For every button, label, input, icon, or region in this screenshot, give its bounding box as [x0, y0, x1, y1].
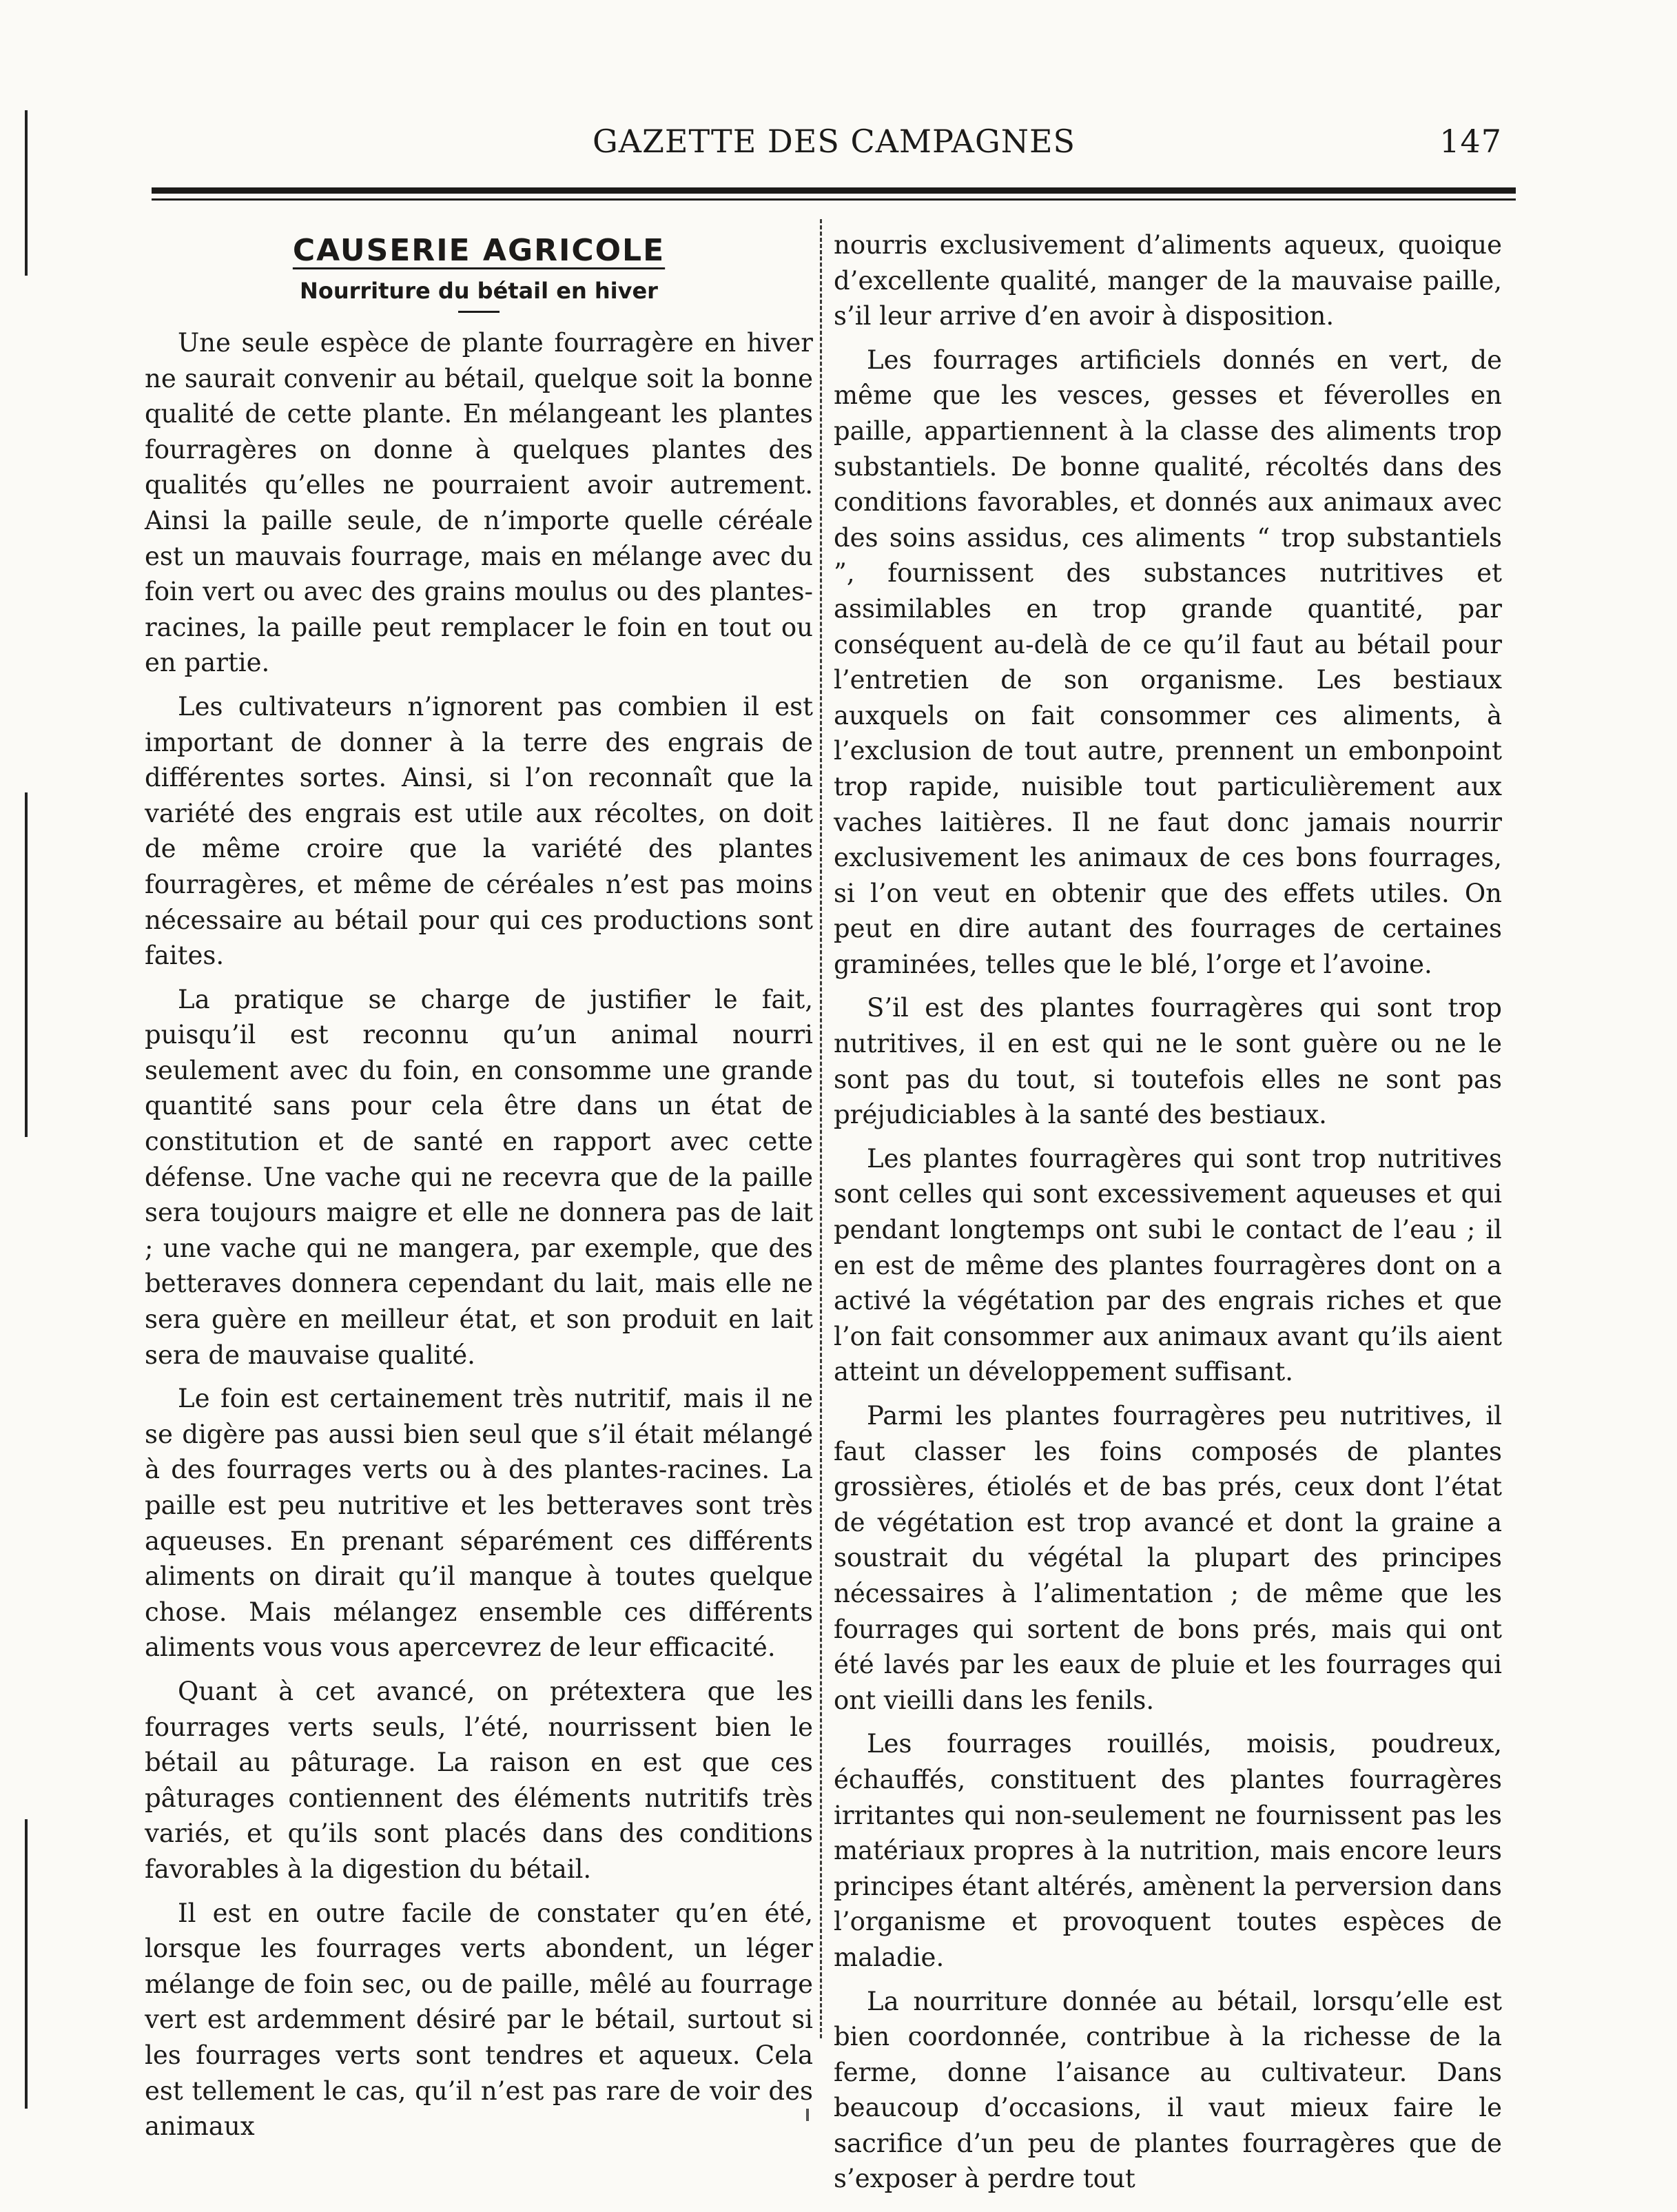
page-number: 147	[1439, 123, 1502, 160]
paragraph-continued: nourris exclusivement d’aliments aqueux, quoique d’excellente qualité, manger de la mauvaise paille, s’il leur arrive d’en avoir à disposition.	[834, 230, 1502, 331]
article-title: CAUSERIE AGRICOLE	[292, 233, 666, 268]
header-rule-thin	[152, 198, 1516, 201]
scan-edge-mark	[25, 110, 28, 276]
title-separator	[458, 311, 500, 313]
paragraph: S’il est des plantes fourragères qui sont trop nutritives, il en est qui ne le sont guère ou ne le sont pas du tout, si toutefois elles ne sont pas préjudiciables à la santé des bestiaux.	[834, 993, 1502, 1130]
paragraph: Les fourrages artificiels donnés en vert, de même que les vesces, gesses et féverolles en paille, appartiennent à la classe des aliments trop substantiels. De bonne qualité, récoltés dans des conditions favorables, et donnés aux animaux avec des soins assidus, ces aliments “ trop substantiels ”, fournissent des substances nutritives et assimilables en trop grande quantité, par conséquent au-delà de ce qu’il faut au bétail pour l’entretien de son organisme. Les bestiaux auxquels on fait consommer ces aliments, à l’exclusion de tout autre, prennent un embonpoint trop rapide, nuisible tout particulièrement aux vaches laitières. Il ne faut donc jamais nourrir exclusivement les animaux de ces bons fourrages, si l’on veut en obtenir que des effets utiles. On peut en dire autant des fourrages de certaines graminées, telles que le blé, l’orge et l’avoine.	[834, 345, 1502, 979]
left-column	[145, 227, 813, 2153]
paragraph: Les fourrages rouillés, moisis, poudreux, échauffés, constituent des plantes fourragères irritantes qui non-seulement ne fournissent pas les matériaux propres à la nutrition, mais encore leurs principes étant altérés, amènent la perversion dans l’organisme et provoquent toutes espèces de maladie.	[834, 1729, 1502, 1972]
paragraph: La pratique se charge de justifier le fait, puisqu’il est reconnu qu’un animal nourri seulement avec du foin, en consomme une grande quantité sans pour cela être dans un état de constitution et de santé en rapport avec cette défense. Une vache qui ne recevra que de la paille sera toujours maigre et elle ne donnera pas de lait ; une vache qui ne mangera, par exemple, que des betteraves donnera cependant du lait, mais elle ne sera guère en meilleur état, et son produit en lait sera de mauvaise qualité.	[145, 984, 813, 1370]
column-divider	[820, 219, 822, 2038]
scan-edge-mark	[25, 1819, 28, 2109]
article-subtitle: Nourriture du bétail en hiver	[300, 278, 658, 304]
right-column	[834, 227, 1502, 2205]
paragraph: Les plantes fourragères qui sont trop nutritives sont celles qui sont excessivement aqueuses et qui pendant longtemps ont subi le contact de l’eau ; il en est de même des plantes fourragères dont on a activé la végétation par des engrais riches et que l’on fait consommer aux animaux avant qu’ils aient atteint un développement suffisant.	[834, 1143, 1502, 1387]
paragraph: La nourriture donnée au bétail, lorsqu’elle est bien coordonnée, contribue à la richesse de la ferme, donne l’aisance au cultivateur. Dans beaucoup d’occasions, il vaut mieux faire le sacrifice d’un peu de plantes fourragères que de s’exposer à perdre tout	[834, 1986, 1502, 2194]
publication-title: GAZETTE DES CAMPAGNES	[593, 123, 1076, 160]
paragraph: Les cultivateurs n’ignorent pas combien il est important de donner à la terre des engrais de différentes sortes. Ainsi, si l’on reconnaît que la variété des engrais est utile aux récoltes, on doit de même croire que la variété des plantes fourragères, et même de céréales n’est pas moins nécessaire au bétail pour qui ces productions sont faites.	[145, 691, 813, 971]
paragraph: Il est en outre facile de constater qu’en été, lorsque les fourrages verts abondent, un léger mélange de foin sec, ou de paille, mêlé au fourrage vert est ardemment désiré par le bétail, surtout si les fourrages verts sont tendres et aqueux. Cela est tellement le cas, qu’il n’est pas rare de voir des animaux	[145, 1898, 813, 2142]
running-header	[593, 123, 1557, 171]
scan-edge-mark	[25, 792, 28, 1137]
footer-mark	[806, 2109, 809, 2121]
paragraph: Une seule espèce de plante fourragère en hiver ne saurait convenir au bétail, quelque soit la bonne qualité de cette plante. En mélangeant les plantes fourragères on donne à quelques plantes des qualités qu’elles ne pourraient avoir autrement. Ainsi la paille seule, de n’importe quelle céréale est un mauvais fourrage, mais en mélange avec du foin vert ou avec des grains moulus ou des plantes-racines, la paille peut remplacer le foin en tout ou en partie.	[145, 328, 813, 678]
header-rule-thick	[152, 187, 1516, 194]
paragraph: Parmi les plantes fourragères peu nutritives, il faut classer les foins composés de plantes grossières, étiolés et de bas prés, ceux dont l’état de végétation est trop avancé et dont la graine a soustrait du végétal la plupart des principes nécessaires à l’alimentation ; de même que les fourrages qui sortent de bons prés, mais qui ont été lavés par les eaux de pluie et les fourrages qui ont vieilli dans les fenils.	[834, 1401, 1502, 1715]
paragraph: Le foin est certainement très nutritif, mais il ne se digère pas aussi bien seul que s’il était mélangé à des fourrages verts ou à des plantes-racines. La paille est peu nutritive et les betteraves sont très aqueuses. En prenant séparément ces différents aliments on dirait qu’il manque à toutes quelque chose. Mais mélangez ensemble ces différents aliments vous vous apercevrez de leur efficacité.	[145, 1384, 813, 1663]
paragraph: Quant à cet avancé, on prétextera que les fourrages verts seuls, l’été, nourrissent bien le bétail au pâturage. La raison en est que ces pâturages contiennent des éléments nutritifs très variés, et qu’ils sont placés dans des conditions favorables à la digestion du bétail.	[145, 1676, 813, 1884]
